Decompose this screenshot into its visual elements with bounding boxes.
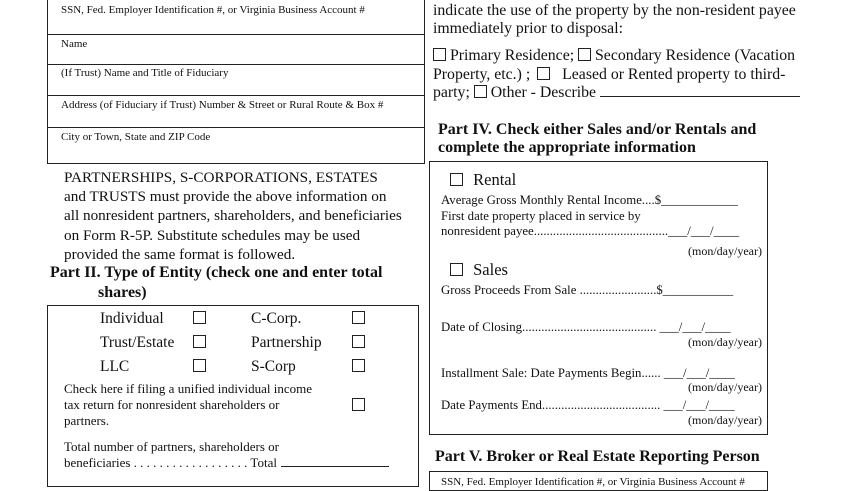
total-line: beneficiaries . . . . . . . . . . . . . . . . . . Total (64, 455, 277, 470)
date-closing-line[interactable]: Date of Closing.......................................... ___/___/____ (441, 320, 731, 334)
part5-title: Part V. Broker or Real Estate Reporting Person (435, 448, 760, 465)
use-line: indicate the use of the property by the non-resident payee (433, 2, 796, 19)
payments-end-date-format: (mon/day/year) (688, 413, 762, 427)
entity-ccorp-label: C-Corp. (251, 310, 302, 327)
fiduciary-field-label[interactable]: (If Trust) Name and Title of Fiduciary (61, 67, 229, 79)
first-date-label: First date property placed in service by (441, 208, 641, 223)
primary-residence-checkbox[interactable] (433, 48, 446, 61)
sales-checkbox[interactable] (450, 263, 463, 276)
unified-line: Check here if filing a unified individual income (64, 381, 313, 396)
rental-details (441, 193, 739, 240)
use-options (433, 47, 800, 103)
gross-proceeds-line[interactable]: Gross Proceeds From Sale ........................$___________ (441, 283, 734, 297)
installment-date-format: (mon/day/year) (688, 380, 762, 394)
secondary-residence-label: Secondary Residence (Vacation (595, 47, 796, 64)
individual-checkbox[interactable] (193, 311, 206, 324)
leased-property-label-cont: party; (433, 84, 470, 101)
unified-return-text (64, 381, 312, 429)
entity-scorp-label: S-Corp (251, 358, 296, 375)
partnership-checkbox[interactable] (352, 335, 365, 348)
part2-title-line: Part II. Type of Entity (check one and enter total (50, 264, 383, 281)
installment-begin-line[interactable]: Installment Sale: Date Payments Begin...... ___/___/____ (441, 366, 735, 380)
address-field-label[interactable]: Address (of Fiduciary if Trust) Number & Street or Rural Route & Box # (61, 99, 384, 111)
sales-label: Sales (473, 260, 508, 279)
primary-residence-label: Primary Residence; (449, 47, 575, 64)
part4-title-line: Part IV. Check either Sales and/or Rentals and (438, 121, 757, 138)
ccorp-checkbox[interactable] (352, 311, 365, 324)
leased-property-checkbox[interactable] (537, 67, 550, 80)
partnership-note-line: on Form R-5P. Substitute schedules may be used (64, 226, 361, 244)
partnership-note-line: provided the same format is followed. (64, 245, 296, 263)
unified-line: tax return for nonresident shareholders or (64, 397, 280, 412)
secondary-residence-checkbox[interactable] (578, 48, 591, 61)
partnership-note-line: and TRUSTS must provide the above information on (64, 188, 387, 206)
use-of-property (433, 2, 796, 38)
part4-title (438, 121, 756, 157)
entity-individual-label: Individual (100, 310, 164, 327)
ssn-field-label[interactable]: SSN, Fed. Employer Identification #, or Virginia Business Account # (61, 4, 365, 16)
broker-ssn-field-label[interactable]: SSN, Fed. Employer Identification #, or Virginia Business Account # (441, 476, 745, 488)
total-line: Total number of partners, shareholders or (64, 439, 279, 454)
sales-row (450, 260, 508, 280)
part2-title (50, 263, 382, 303)
part4-title-line: complete the appropriate information (438, 139, 696, 156)
total-input-line[interactable] (281, 466, 389, 467)
partnership-note-line: PARTNERSHIPS, S-CORPORATIONS, ESTATES (64, 169, 378, 186)
rental-label: Rental (473, 170, 517, 189)
closing-date-format: (mon/day/year) (688, 335, 762, 349)
payments-end-line[interactable]: Date Payments End..................................... ___/___/____ (441, 398, 735, 412)
entity-trust-label: Trust/Estate (100, 334, 175, 351)
unified-return-checkbox[interactable] (352, 398, 365, 411)
scorp-checkbox[interactable] (352, 359, 365, 372)
unified-line: partners. (64, 413, 110, 428)
use-line: immediately prior to disposal: (433, 20, 623, 37)
first-date-format: (mon/day/year) (688, 244, 762, 258)
other-use-checkbox[interactable] (474, 85, 487, 98)
other-describe-line[interactable] (600, 96, 800, 97)
llc-checkbox[interactable] (193, 359, 206, 372)
rental-row (450, 170, 516, 190)
partnership-note-line: all nonresident partners, shareholders, and beneficiaries (64, 207, 402, 225)
leased-property-label: Leased or Rented property to third- (562, 65, 786, 83)
other-use-label: Other - Describe (490, 84, 597, 101)
part2-title-line: shares) (98, 284, 147, 301)
partnership-note (64, 168, 402, 264)
rental-checkbox[interactable] (450, 173, 463, 186)
entity-llc-label: LLC (100, 358, 130, 375)
name-field-label[interactable]: Name (61, 38, 88, 50)
first-date-line[interactable]: nonresident payee..........................................___/___/____ (441, 224, 740, 238)
trust-estate-checkbox[interactable] (193, 335, 206, 348)
avg-rental-income-line[interactable]: Average Gross Monthly Rental Income....$____________ (441, 193, 738, 207)
entity-partnership-label: Partnership (251, 334, 322, 351)
total-partners-text (64, 439, 389, 471)
secondary-residence-label-cont: Property, etc.) ; (433, 65, 531, 83)
city-field-label[interactable]: City or Town, State and ZIP Code (61, 131, 211, 143)
